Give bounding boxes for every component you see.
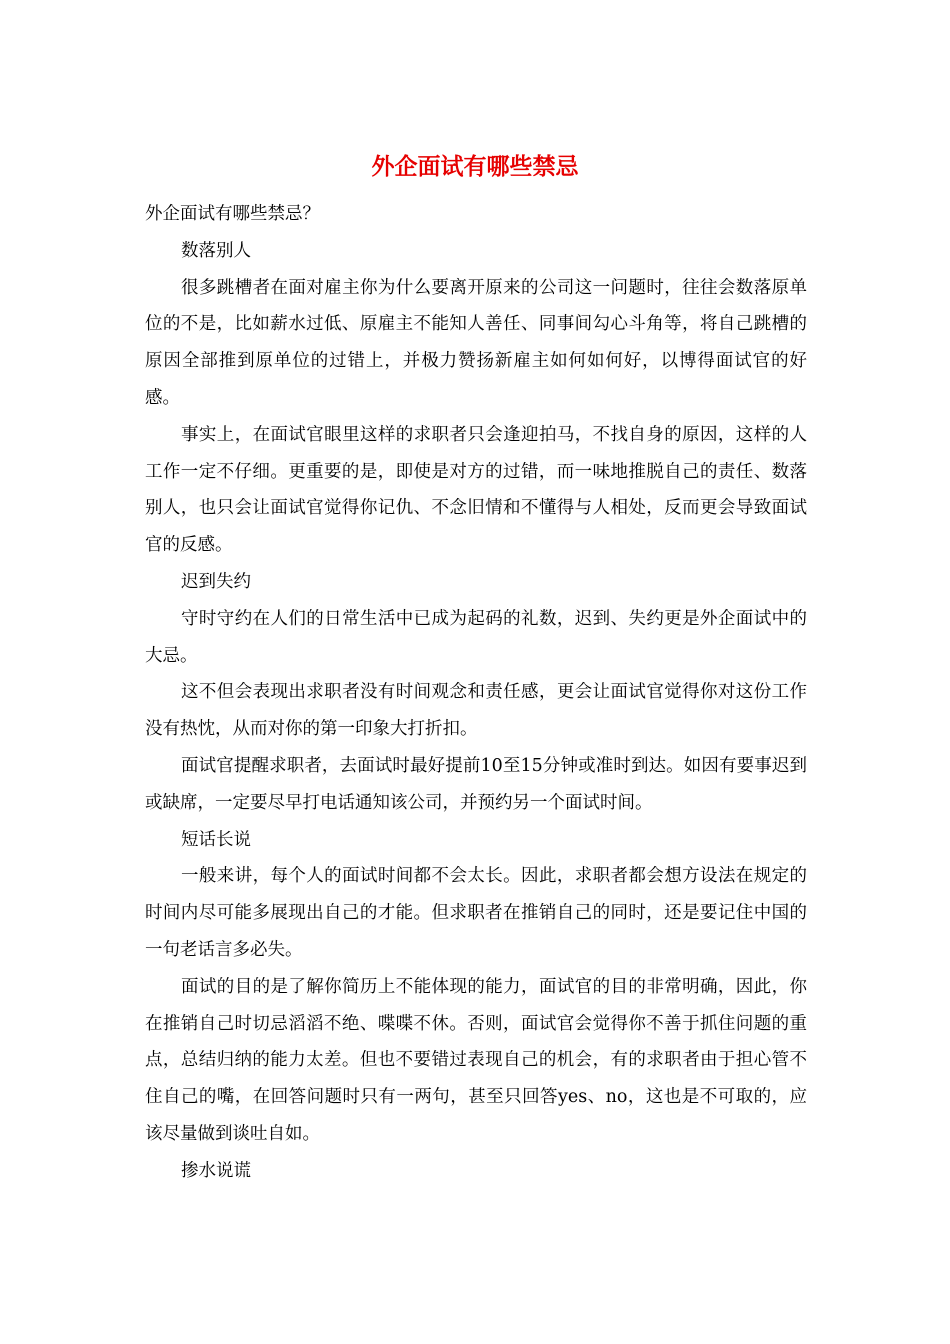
document-title: 外企面试有哪些禁忌 xyxy=(371,153,579,180)
body-paragraph: 这不但会表现出求职者没有时间观念和责任感，更会让面试官觉得你对这份工作没有热忱，从而对你的第一印象大打折扣。 xyxy=(145,682,807,740)
body-paragraph: 面试官提醒求职者，去面试时最好提前10至15分钟或准时到达。如因有要事迟到或缺席，一定要尽早打电话通知该公司，并预约另一个面试时间。 xyxy=(145,755,807,813)
intro-line: 外企面试有哪些禁忌？ xyxy=(145,204,320,224)
body-paragraph: 很多跳槽者在面对雇主你为什么要离开原来的公司这一问题时，往往会数落原单位的不是，比如薪水过低、原雇主不能知人善任、同事间勾心斗角等，将自己跳槽的原因全部推到原单位的过错上，并极力赞扬新雇主如何如何好，以博得面试官的好感。 xyxy=(145,277,807,408)
section-heading-lateness: 迟到失约 xyxy=(181,571,251,592)
body-paragraph: 守时守约在人们的日常生活中已成为起码的礼数，迟到、失约更是外企面试中的大忌。 xyxy=(145,608,807,666)
body-paragraph: 事实上，在面试官眼里这样的求职者只会逢迎拍马，不找自身的原因，这样的人工作一定不仔细。更重要的是，即使是对方的过错，而一味地推脱自己的责任、数落别人，也只会让面试官觉得你记仇、不念旧情和不懂得与人相处，反而更会导致面试官的反感。 xyxy=(145,424,807,556)
body-paragraph: 面试的目的是了解你简历上不能体现的能力，面试官的目的非常明确，因此，你在推销自己时切忌滔滔不绝、喋喋不休。否则，面试官会觉得你不善于抓住问题的重点，总结归纳的能力太差。但也不要错过表现自己的机会，有的求职者由于担心管不住自己的嘴，在回答问题时只有一两句，甚至只回答yes、no，这也是不可取的，应该尽量做到谈吐自如。 xyxy=(145,976,807,1144)
section-heading-verbosity: 短话长说 xyxy=(181,829,251,850)
section-heading-badmouthing: 数落别人 xyxy=(181,240,251,261)
section-heading-lying: 掺水说谎 xyxy=(181,1160,251,1181)
document-body xyxy=(145,196,807,1190)
body-paragraph: 一般来讲，每个人的面试时间都不会太长。因此，求职者都会想方设法在规定的时间内尽可能多展现出自己的才能。但求职者在推销自己的同时，还是要记住中国的一句老话言多必失。 xyxy=(145,866,807,960)
